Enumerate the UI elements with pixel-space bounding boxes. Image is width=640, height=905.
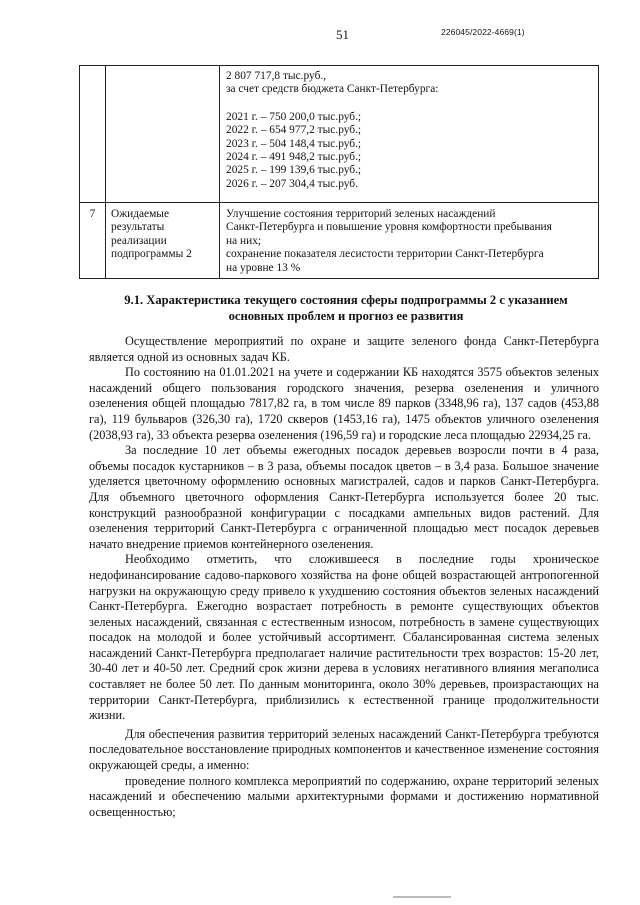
- paragraph-2: По состоянию на 01.01.2021 на учете и содержании КБ находятся 3575 объектов зеленых насаждений общего пользования городского значения, резерва озеленения и уличного озеленения общей площадью 7817,82 га, в том числе 89 парков (3348,96 га), 137 садов (453,88 га), 119 бульваров (326,30 га), 1720 скверов (1453,16 га), 1475 объектов уличного озеленения (2038,93 га), 33 объекта резерва озеленения (196,59 га) и городские леса площадью 22934,25 га.: [89, 365, 599, 442]
- results-value-line: Санкт-Петербурга и повышение уровня комфортности пребывания: [226, 221, 552, 234]
- results-label-line: реализации: [111, 234, 167, 247]
- funding-value-cell: [220, 66, 599, 203]
- results-value-line: сохранение показателя лесистости территории Санкт-Петербурга: [226, 248, 544, 261]
- results-label-line: Ожидаемые: [111, 208, 170, 220]
- document-code: 226045/2022-4669(1): [441, 27, 525, 37]
- page-number: 51: [336, 27, 349, 42]
- table-row-results: [80, 203, 599, 279]
- funding-year-2025: 2025 г. – 199 139,6 тыс.руб.;: [226, 164, 362, 177]
- passport-table: [79, 65, 599, 279]
- section-heading: [108, 293, 584, 324]
- paragraph-6: проведение полного комплекса мероприятий по содержанию, охране территорий зеленых насаждений и обеспечению малыми архитектурными формами и достижению нормативной освещенностью;: [89, 773, 599, 819]
- section-heading-line: 9.1. Характеристика текущего состояния сферы подпрограммы 2 с указанием: [124, 293, 568, 307]
- row-number: 7: [80, 203, 106, 279]
- scan-artifact: [393, 896, 451, 898]
- funding-year-2023: 2023 г. – 504 148,4 тыс.руб.;: [226, 137, 362, 150]
- paragraph-4: Необходимо отметить, что сложившееся в последние годы хроническое недофинансирование садово-паркового хозяйства на фоне общей возрастающей антропогенной нагрузки на окружающую среду привело к ухудшению состояния объектов зеленых насаждений Санкт-Петербурга. Ежегодно возрастает потребность в ремонте существующих объектов зеленых насаждений, связанная с естественным износом, потребность в замене существующих посадок на молодой и более устойчивый ассортимент. Сбалансированная система зеленых насаждений Санкт-Петербурга предполагает наличие растительности трех возрастов: 15-20 лет, 30-40 лет и 40-50 лет. Средний срок жизни дерева в условиях негативного влияния мегаполиса составляет не более 50 лет. По данным мониторинга, около 30% деревьев, произрастающих на территории Санкт-Петербурга, приблизились к естественной границе продолжительности жизни.: [89, 552, 599, 723]
- results-label-cell: [106, 203, 220, 279]
- results-label-line: подпрограммы 2: [111, 248, 192, 261]
- funding-total: 2 807 717,8 тыс.руб.,: [226, 70, 327, 82]
- results-value-line: Улучшение состояния территорий зеленых насаждений: [226, 208, 496, 220]
- paragraph-5: Для обеспечения развития территорий зеленых насаждений Санкт-Петербурга требуются последовательное восстановление природных компонентов и качественное изменение состояния окружающей среды, а именно:: [89, 726, 599, 773]
- funding-year-2024: 2024 г. – 491 948,2 тыс.руб.;: [226, 151, 362, 164]
- paragraph-1: Осуществление мероприятий по охране и защите зеленого фонда Санкт-Петербурга является одной из основных задач КБ.: [89, 334, 599, 364]
- results-value-line: на них;: [226, 234, 262, 247]
- section-body: [89, 334, 599, 820]
- paragraph-3: За последние 10 лет объемы ежегодных посадок деревьев возросли почти в 4 раза, объемы посадок кустарников – в 3 раза, объемы посадок цветов – в 3,4 раза. Большое значение уделяется цветочному оформлению основных магистралей, садов и парков Санкт-Петербурга. Для объемного цветочного оформления Санкт-Петербурга используется более 20 тыс. конструкций разнообразной конфигурации с посадками ампельных видов растений. Для озеленения территорий Санкт-Петербурга с ограниченной площадью мест посадок деревьев начато внедрение приемов контейнерного озеленения.: [89, 443, 599, 551]
- results-label-line: результаты: [111, 221, 165, 234]
- row-number-cell: [80, 66, 106, 203]
- row-label-cell: [106, 66, 220, 203]
- funding-source: за счет средств бюджета Санкт-Петербурга:: [226, 83, 439, 96]
- results-value-cell: [220, 203, 599, 279]
- section-heading-line: основных проблем и прогноз ее развития: [228, 308, 464, 323]
- funding-year-2022: 2022 г. – 654 977,2 тыс.руб.;: [226, 124, 362, 137]
- funding-year-2026: 2026 г. – 207 304,4 тыс.руб.: [226, 177, 358, 190]
- table-row-funding: [80, 66, 599, 203]
- results-value-line: на уровне 13 %: [226, 261, 301, 274]
- funding-year-2021: 2021 г. – 750 200,0 тыс.руб.;: [226, 110, 362, 123]
